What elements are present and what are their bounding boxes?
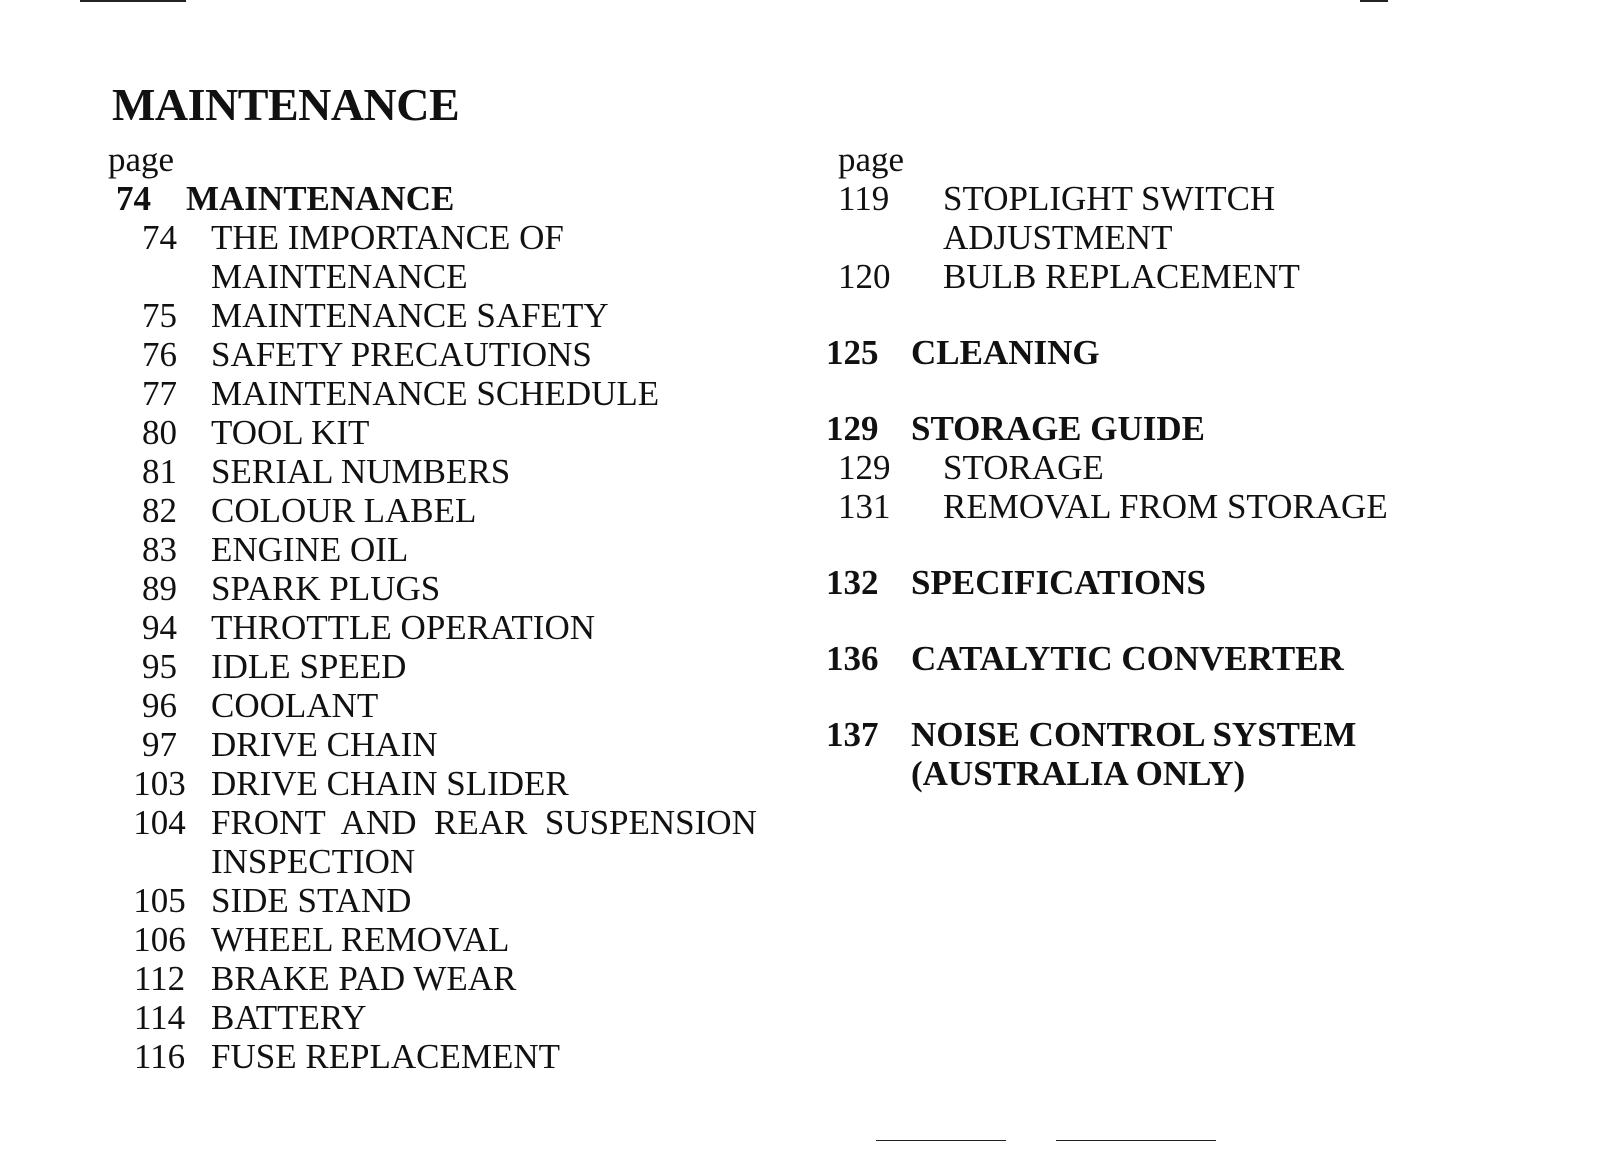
toc-page-number: 129 xyxy=(838,448,891,487)
toc-entry-label: DRIVE CHAIN xyxy=(211,725,438,764)
toc-page-number: 120 xyxy=(838,257,891,296)
toc-page-number: 80 xyxy=(142,413,177,452)
toc-page-number: 131 xyxy=(838,487,891,526)
toc-entry-label: SPARK PLUGS xyxy=(211,569,441,608)
toc-page-number: 74 xyxy=(116,179,151,218)
toc-entry xyxy=(108,647,808,686)
toc-entry xyxy=(108,959,808,998)
toc-section-heading xyxy=(826,639,1578,678)
toc-page-number: 74 xyxy=(142,218,177,257)
section-spacer xyxy=(838,372,1578,409)
toc-entry-label: STORAGE xyxy=(943,448,1104,487)
toc-entry xyxy=(108,920,808,959)
toc-page-number: 83 xyxy=(142,530,177,569)
toc-page-number: 106 xyxy=(133,920,186,959)
toc-entry-label: WHEEL REMOVAL xyxy=(211,920,510,959)
toc-page-number: 119 xyxy=(838,179,890,218)
section-spacer xyxy=(838,296,1578,333)
toc-entry-label: REMOVAL FROM STORAGE xyxy=(943,487,1388,526)
toc-entry-label: MAINTENANCE xyxy=(186,179,455,218)
toc-entry-label: CLEANING xyxy=(911,333,1100,372)
toc-page-number: 89 xyxy=(142,569,177,608)
toc-page-number: 136 xyxy=(826,639,879,678)
page-column-header: page xyxy=(108,140,175,179)
toc-entry xyxy=(838,179,1578,257)
toc-entry xyxy=(108,608,808,647)
toc-entry xyxy=(108,491,808,530)
toc-entry xyxy=(108,764,808,803)
toc-section-heading xyxy=(826,563,1578,602)
scan-edge-mark xyxy=(80,0,186,2)
scan-edge-mark xyxy=(1056,1140,1216,1141)
toc-entry-label: THE IMPORTANCE OF MAINTENANCE xyxy=(211,218,564,296)
toc-left-column xyxy=(108,140,808,1076)
toc-entry-label-line: ADJUSTMENT xyxy=(943,218,1173,257)
toc-entry-label: ENGINE OIL xyxy=(211,530,409,569)
toc-entry xyxy=(838,257,1578,296)
toc-page-number: 112 xyxy=(133,959,186,998)
toc-entry-label: THROTTLE OPERATION xyxy=(211,608,595,647)
toc-entry xyxy=(108,569,808,608)
toc-page-number: 95 xyxy=(142,647,177,686)
toc-page-number: 94 xyxy=(142,608,177,647)
section-spacer xyxy=(838,678,1578,715)
toc-page-number: 103 xyxy=(133,764,186,803)
toc-entry-label: BRAKE PAD WEAR xyxy=(211,959,517,998)
toc-page-number: 97 xyxy=(142,725,177,764)
toc-entry-label: SPECIFICATIONS xyxy=(911,563,1206,602)
toc-entry-label xyxy=(911,715,1578,793)
toc-entry xyxy=(108,296,808,335)
toc-entry xyxy=(838,448,1578,487)
toc-section-heading xyxy=(826,715,1578,793)
toc-section-heading xyxy=(826,409,1578,448)
toc-entry-label: DRIVE CHAIN SLIDER xyxy=(211,764,569,803)
toc-entry-label: MAINTENANCE SAFETY xyxy=(211,296,609,335)
toc-page-number: 96 xyxy=(142,686,177,725)
toc-section-heading xyxy=(108,179,808,218)
toc-entry xyxy=(108,803,808,881)
page-column-header: page xyxy=(838,140,905,179)
toc-list-left xyxy=(108,179,808,1076)
toc-page-number: 114 xyxy=(133,998,186,1037)
toc-page-number: 132 xyxy=(826,563,879,602)
toc-page-number: 77 xyxy=(142,374,177,413)
section-spacer xyxy=(838,602,1578,639)
toc-entry-label: COLOUR LABEL xyxy=(211,491,477,530)
toc-right-column xyxy=(826,140,1578,793)
toc-entry-label: FUSE REPLACEMENT xyxy=(211,1037,561,1076)
toc-entry-label: BATTERY xyxy=(211,998,367,1037)
toc-entry-label-line: (AUSTRALIA ONLY) xyxy=(911,754,1246,793)
toc-page-number: 129 xyxy=(826,409,879,448)
toc-page-number: 76 xyxy=(142,335,177,374)
toc-entry xyxy=(108,218,808,296)
scan-edge-mark xyxy=(1360,0,1388,2)
toc-entry-label: MAINTENANCE SCHEDULE xyxy=(211,374,660,413)
toc-entry-label: BULB REPLACEMENT xyxy=(943,257,1300,296)
toc-entry-label-line: STOPLIGHT SWITCH xyxy=(943,179,1276,218)
toc-entry-label: SAFETY PRECAUTIONS xyxy=(211,335,592,374)
scan-edge-mark xyxy=(876,1140,1006,1141)
toc-entry-label: SIDE STAND xyxy=(211,881,412,920)
toc-section-heading xyxy=(826,333,1578,372)
toc-page-number: 81 xyxy=(142,452,177,491)
toc-entry-label: IDLE SPEED xyxy=(211,647,407,686)
toc-entry xyxy=(108,413,808,452)
toc-entry-label: COOLANT xyxy=(211,686,379,725)
toc-entry xyxy=(108,452,808,491)
toc-entry-label: CATALYTIC CONVERTER xyxy=(911,639,1344,678)
toc-entry-label: STORAGE GUIDE xyxy=(911,409,1206,448)
toc-page-number: 137 xyxy=(826,715,879,754)
toc-entry xyxy=(108,881,808,920)
toc-entry xyxy=(108,335,808,374)
toc-entry-label-line: NOISE CONTROL SYSTEM xyxy=(911,715,1357,754)
section-spacer xyxy=(838,526,1578,563)
toc-entry-label: TOOL KIT xyxy=(211,413,370,452)
toc-entry-label: SERIAL NUMBERS xyxy=(211,452,511,491)
toc-entry xyxy=(108,998,808,1037)
toc-entry-label xyxy=(943,179,1578,257)
toc-entry xyxy=(108,530,808,569)
toc-entry xyxy=(838,487,1578,526)
toc-page-number: 104 xyxy=(133,803,186,842)
toc-page-number: 105 xyxy=(133,881,186,920)
toc-page-number: 125 xyxy=(826,333,879,372)
toc-page-number: 82 xyxy=(142,491,177,530)
toc-entry xyxy=(108,725,808,764)
toc-page-number: 75 xyxy=(142,296,177,335)
toc-entry-label: FRONT AND REAR SUSPENSION INSPECTION xyxy=(211,803,757,881)
toc-entry xyxy=(108,1037,808,1076)
toc-entry xyxy=(108,686,808,725)
page-title: MAINTENANCE xyxy=(112,79,460,130)
toc-page-number: 116 xyxy=(133,1037,186,1076)
toc-entry xyxy=(108,374,808,413)
